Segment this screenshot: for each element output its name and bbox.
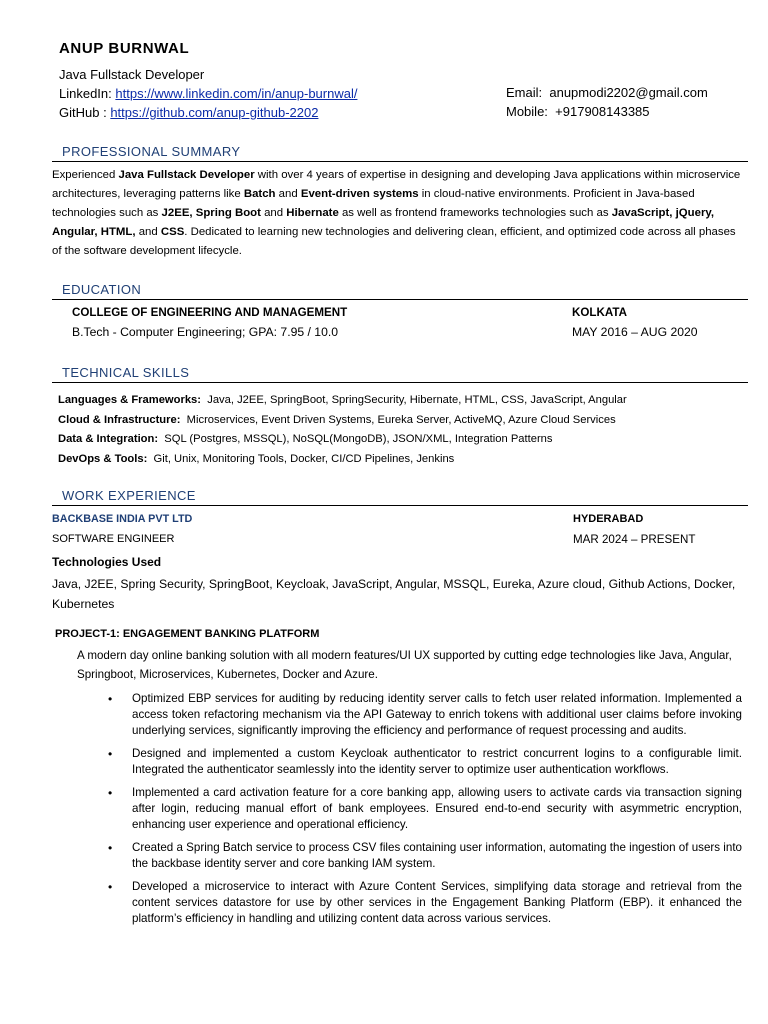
- list-item: [108, 879, 742, 927]
- section-title-experience: WORK EXPERIENCE: [62, 488, 196, 503]
- email-value: anupmodi2202@gmail.com: [549, 85, 708, 100]
- mobile-value: +917908143385: [555, 104, 650, 119]
- bullet-text: Created a Spring Batch service to process CSV files containing user information, automating the ingestion of users into the backbase identity server and core banking IAM system.: [132, 841, 742, 870]
- section-title-education: EDUCATION: [62, 282, 142, 297]
- summary-text: as well as frontend frameworks technologies such as: [338, 207, 612, 219]
- summary-highlight: Batch: [243, 188, 276, 200]
- summary-text: and: [275, 188, 301, 200]
- skill-value: Microservices, Event Driven Systems, Eureka Server, ActiveMQ, Azure Cloud Services: [186, 413, 616, 426]
- list-item: [108, 691, 742, 739]
- summary-text: . Dedicated to learning new technologies and delivering clean, efficient, and optimized code across all phases of the software development lifecycle.: [52, 226, 736, 257]
- summary-text: Experienced: [52, 169, 119, 181]
- summary-highlight: Java Fullstack Developer: [118, 169, 255, 181]
- skill-label: DevOps & Tools:: [58, 452, 148, 465]
- bullet-icon: •: [108, 786, 113, 800]
- skill-value: Java, J2EE, SpringBoot, SpringSecurity, Hibernate, HTML, CSS, JavaScript, Angular: [207, 394, 627, 406]
- summary-text: and: [135, 226, 161, 238]
- skill-row: [58, 391, 748, 411]
- skill-value: Git, Unix, Monitoring Tools, Docker, CI/CD Pipelines, Jenkins: [153, 452, 455, 465]
- bullet-icon: •: [108, 841, 113, 855]
- list-item: [108, 840, 742, 872]
- summary-paragraph: [52, 166, 742, 261]
- bullet-text: Developed a microservice to interact with Azure Content Services, simplifying data storage and retrieval from the content services datastore for use by other services in the Engagement Banking Platform (EBP). it enhanced the platform’s efficiency in handling and utilizing content data across various services.: [132, 880, 742, 925]
- list-item: [108, 785, 742, 833]
- education-school: COLLEGE OF ENGINEERING AND MANAGEMENT: [72, 306, 348, 319]
- skill-value: SQL (Postgres, MSSQL), NoSQL(MongoDB), JSON/XML, Integration Patterns: [164, 433, 553, 445]
- bullet-icon: •: [108, 692, 113, 706]
- section-divider: [52, 299, 748, 300]
- education-dates: MAY 2016 – AUG 2020: [572, 325, 698, 339]
- summary-highlight: J2EE, Spring Boot: [161, 207, 261, 219]
- section-divider: [52, 161, 748, 162]
- linkedin-link[interactable]: https://www.linkedin.com/in/anup-burnwal/: [115, 86, 358, 101]
- job-city: HYDERABAD: [573, 513, 644, 525]
- summary-text: with over 4 years of expertise in designing and developing Java applications within microservice architectures, leveraging patterns like: [52, 169, 741, 200]
- skill-row: [58, 430, 748, 450]
- section-title-skills: TECHNICAL SKILLS: [62, 365, 190, 380]
- technologies-heading: Technologies Used: [52, 555, 162, 569]
- mobile-label: Mobile:: [506, 104, 548, 119]
- job-company: BACKBASE INDIA PVT LTD: [52, 513, 193, 525]
- github-link[interactable]: https://github.com/anup-github-2202: [110, 105, 319, 120]
- candidate-name: ANUP BURNWAL: [59, 40, 190, 57]
- linkedin-label: LinkedIn:: [59, 86, 112, 101]
- section-title-summary: PROFESSIONAL SUMMARY: [62, 144, 241, 159]
- summary-highlight: Hibernate: [286, 207, 339, 219]
- email-line: [506, 83, 708, 102]
- github-line: [59, 103, 357, 122]
- bullet-text: Designed and implemented a custom Keycloak authenticator to restrict concurrent logins to a configurable limit. Integrated the authenticator seamlessly into the identity server to optimize user authentication workflows.: [132, 747, 742, 776]
- summary-text: and: [260, 207, 287, 219]
- bullet-text: Optimized EBP services for auditing by reducing identity server calls to fetch user related information. Implemented a access token refactoring mechanism via the API Gateway to enrich tokens with additional user claims before invoking underlying services, significantly improving the efficiency and performance of request processing and audits.: [132, 692, 742, 737]
- education-city: KOLKATA: [572, 306, 627, 319]
- list-item: [108, 746, 742, 778]
- bullet-text: Implemented a card activation feature for a core banking app, allowing users to activate cards via transaction signing after login, reducing manual effort of bank employees. Ensured end-to-end security with asymmetric encryption, enhancing user experience and operational efficiency.: [132, 786, 742, 831]
- candidate-role: Java Fullstack Developer: [59, 67, 205, 82]
- mobile-line: [506, 102, 708, 121]
- job-dates: MAR 2024 – PRESENT: [573, 533, 696, 546]
- header-left: [59, 65, 357, 122]
- summary-highlight: CSS: [160, 226, 185, 238]
- header-right: [506, 83, 708, 121]
- bullet-icon: •: [108, 880, 113, 894]
- summary-highlight: JavaScript, jQuery, Angular, HTML,: [52, 207, 715, 238]
- skill-label: Languages & Frameworks:: [58, 394, 201, 406]
- technologies-list: Java, J2EE, Spring Security, SpringBoot, Keycloak, JavaScript, Angular, MSSQL, Eureka, Azure cloud, Github Actions, Docker, Kubernetes: [52, 577, 736, 611]
- skill-label: Data & Integration:: [58, 433, 159, 445]
- github-label: GitHub :: [59, 105, 107, 120]
- project-bullets: [108, 691, 742, 934]
- skills-list: [58, 391, 748, 469]
- section-divider: [52, 382, 748, 383]
- skill-row: [58, 411, 748, 431]
- summary-highlight: Event-driven systems: [300, 188, 419, 200]
- skill-row: [58, 450, 748, 470]
- job-title: SOFTWARE ENGINEER: [52, 533, 175, 545]
- section-divider: [52, 505, 748, 506]
- project-description: A modern day online banking solution with all modern features/UI UX supported by cutting edge technologies like Java, Angular, Springboot, Microservices, Kubernetes, Docker and Azure.: [77, 649, 732, 681]
- education-degree: B.Tech - Computer Engineering; GPA: 7.95 / 10.0: [72, 325, 339, 339]
- summary-text: in cloud-native environments. Proficient in Java-based technologies such as: [52, 188, 695, 219]
- email-label: Email:: [506, 85, 543, 100]
- bullet-icon: •: [108, 747, 113, 761]
- skill-label: Cloud & Infrastructure:: [58, 413, 181, 426]
- linkedin-line: [59, 84, 357, 103]
- project-title: PROJECT-1: ENGAGEMENT BANKING PLATFORM: [55, 628, 320, 640]
